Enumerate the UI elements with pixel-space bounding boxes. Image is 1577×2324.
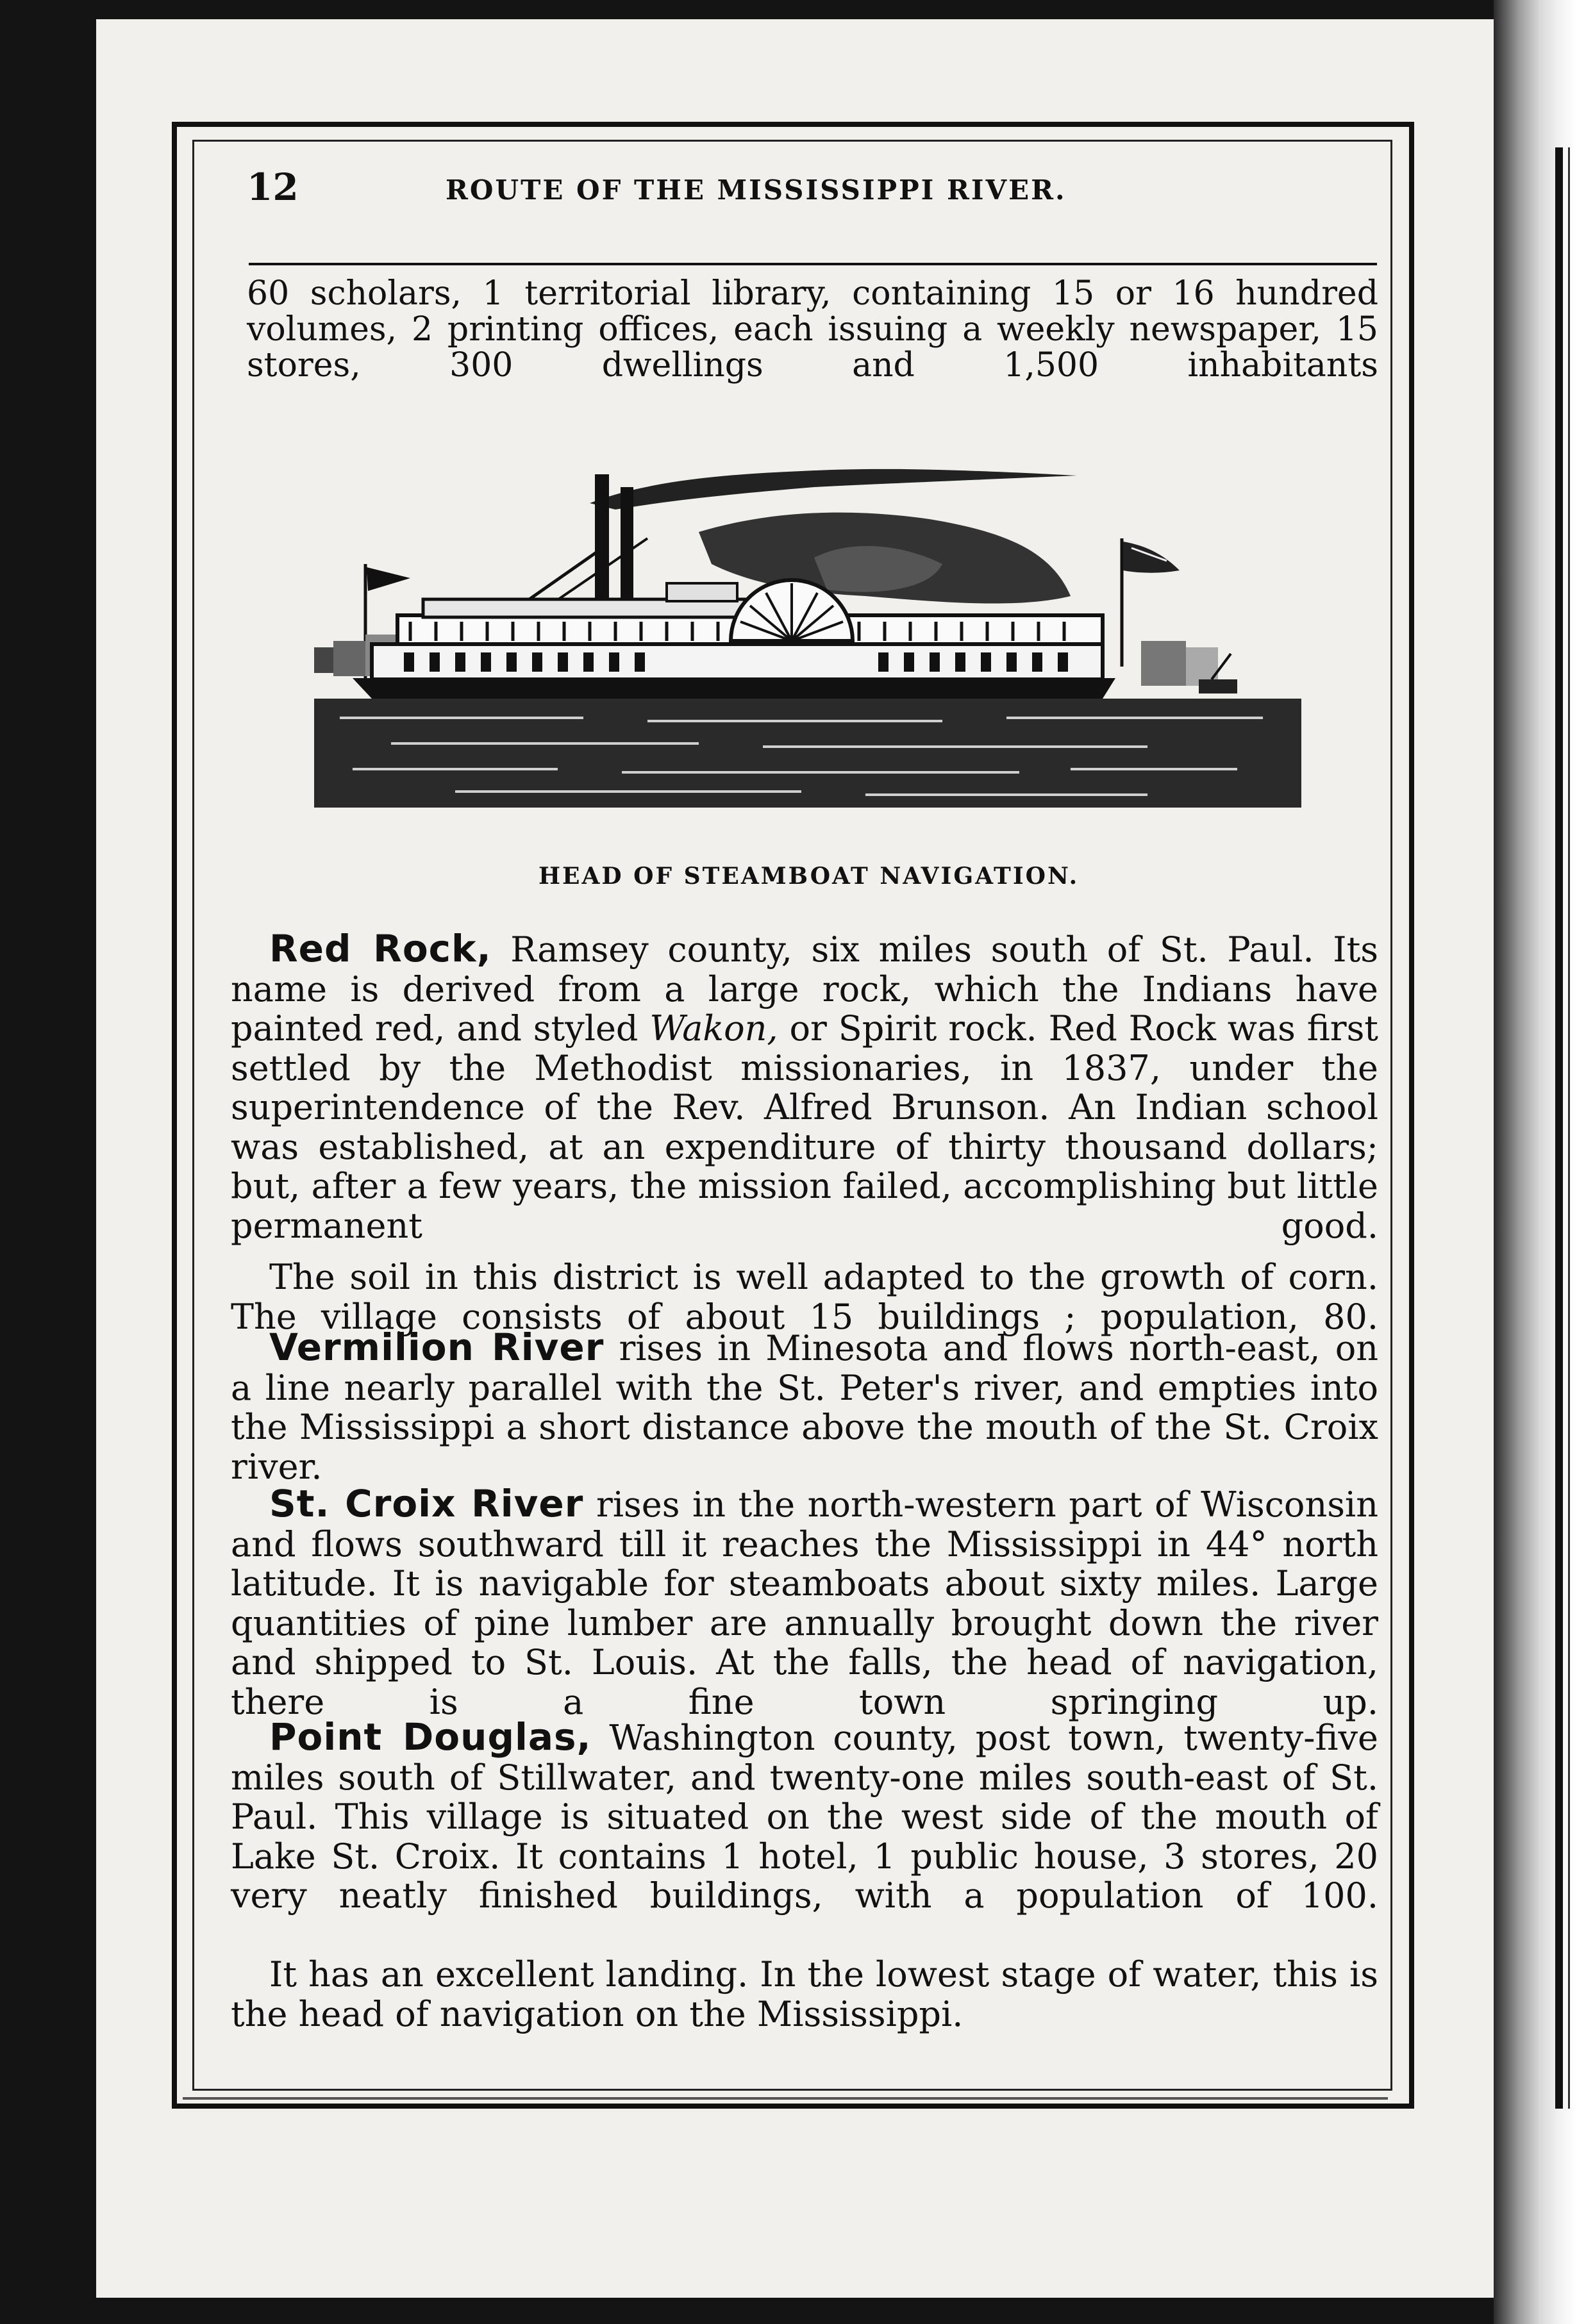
steamboat-icon xyxy=(314,436,1301,846)
headword-red-rock: Red Rock, xyxy=(269,927,492,970)
running-header xyxy=(247,165,1375,223)
entry-vermilion-river xyxy=(231,1325,1378,1487)
illustration-caption: HEAD OF STEAMBOAT NAVIGATION. xyxy=(538,863,1080,890)
intro-paragraph: 60 scholars, 1 territorial library, containing 15 or 16 hundred volumes, 2 printing offices, each issuing a weekly newspaper, 15 stores, 300 dwellings and 1,500 inhabitants xyxy=(247,274,1378,385)
facing-page-frame-rule-thin xyxy=(1568,147,1570,2109)
facing-page-edge xyxy=(1494,0,1577,2324)
entry-soil: The soil in this district is well adapted to the growth of corn. The village consists of about 15 buildings ; population, 80. xyxy=(231,1257,1378,1337)
bottom-rule xyxy=(183,2097,1388,2100)
headword-vermilion-river: Vermilion River xyxy=(269,1325,605,1369)
running-title: ROUTE OF THE MISSISSIPPI RIVER. xyxy=(446,174,1067,206)
entry-text: or Spirit rock. Red Rock was first settled by the Methodist missionaries, in 1837, under the superintendence of the Rev. Alfred Brunson. An Indian school was established, at an expenditure of thirty thousand dollars; but, after a few years, the mission failed, accomplishing but little permanent good. xyxy=(231,1008,1378,1246)
entry-landing: It has an excellent landing. In the lowest stage of water, this is the head of navigation on the Mississippi. xyxy=(231,1954,1378,2034)
headword-point-douglas: Point Douglas, xyxy=(269,1715,592,1759)
entry-red-rock xyxy=(231,929,1378,1245)
headword-st-croix-river: St. Croix River xyxy=(269,1482,584,1525)
entry-text: rises in Minesota and flows north-east, on a line nearly parallel with the St. Peter's river, and empties into the Mississippi a short distance above the mouth of the St. Croix river. xyxy=(231,1328,1378,1487)
entry-text: Washington county, post town, twenty-five miles south of Stillwater, and twenty-one miles south-east of St. Paul. This village is situated on the west side of the mouth of Lake St. Croix. It contains 1 hotel, 1 public house, 3 stores, 20 very neatly finished buildings, with a population of 100. xyxy=(231,1718,1378,1916)
entry-text: Ramsey county, six miles south of St. Paul. Its name is derived from a large rock, which the Indians have painted red, and styled xyxy=(231,929,1379,1049)
entry-point-douglas xyxy=(231,1715,1378,1916)
entry-st-croix-river xyxy=(231,1484,1378,1722)
entry-italic: Wakon, xyxy=(649,1008,778,1049)
page-number: 12 xyxy=(247,165,299,209)
facing-page-frame-rule xyxy=(1555,147,1563,2109)
header-rule xyxy=(249,263,1377,265)
entry-text: rises in the north-western part of Wisconsin and flows southward till it reaches the Mississippi in 44° north latitude. It is navigable for steamboats about sixty miles. Large quantities of pine lumber are annually brought down the river and shipped to St. Louis. At the falls, the head of navigation, there is a fine town springing up. xyxy=(231,1484,1378,1722)
